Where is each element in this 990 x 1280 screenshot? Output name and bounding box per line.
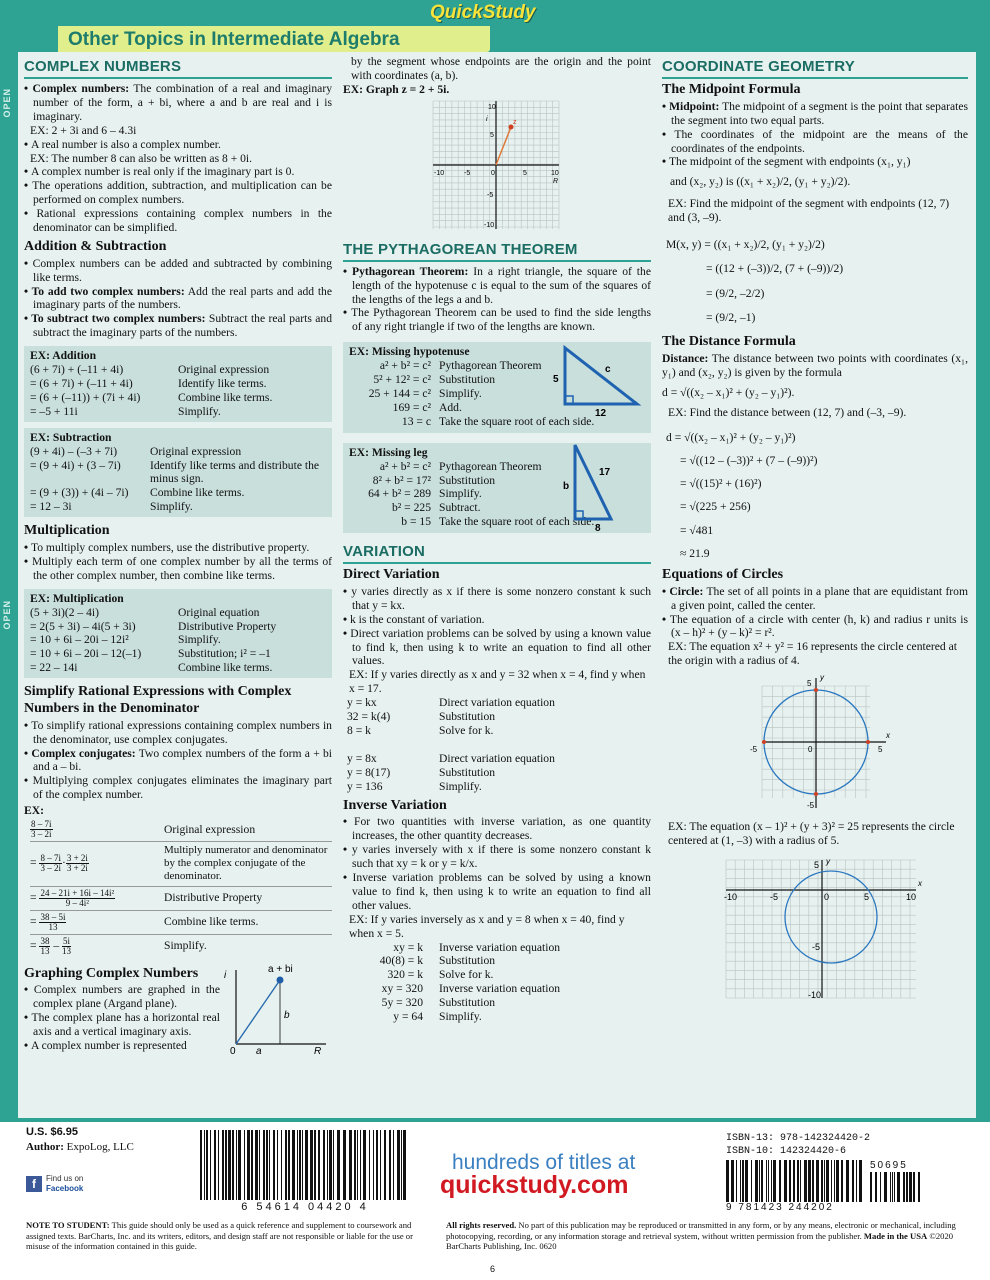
note-to-student: NOTE TO STUDENT: This guide should only be used as a quick reference and supplement to coursework and assigned texts. BarCharts, Inc. and its writers, editors, and design staff are not responsible or liable for the use or misuse of the information contained in this guide. <box>26 1220 413 1252</box>
tick-label: 10 <box>488 103 496 111</box>
subheading: The Distance Formula <box>662 334 796 350</box>
example: EX: The equation (x – 1)² + (y + 3)² = 25 represents the circle centered at (1, –3) with a radius of 5. <box>668 820 955 848</box>
facebook-link[interactable]: f Find us on Facebook <box>26 1174 83 1193</box>
bullet: • k is the constant of variation. <box>343 613 651 627</box>
tick-label: 0 <box>491 169 495 177</box>
svg-text:8: 8 <box>595 522 601 533</box>
bullet: • The equation of a circle with center (h, k) and radius r units is (x – h)² + (y – k)² = r². <box>662 613 968 641</box>
bullet: • A complex number is real only if the imaginary part is 0. <box>24 165 332 179</box>
column-3 <box>662 58 968 1000</box>
bullet: • Inverse variation problems can be solved by using a known value to find k, then using k to write an equation to find all other values. <box>343 871 651 913</box>
bullet: • y varies directly as x if there is some nonzero constant k such that y = kx. <box>343 585 651 613</box>
example: EX: The equation x² + y² = 16 represents the circle centered at the origin with a radius of 4. <box>668 640 957 668</box>
tick-label: 5 <box>864 892 870 903</box>
vector-segment <box>236 980 280 1044</box>
hypotenuse-triangle <box>545 344 645 416</box>
bullet: • To simplify rational expressions containing complex numbers in the denominator, use complex conjugates. <box>24 719 332 747</box>
upc-number: 6 54614 04420 4 <box>241 1201 369 1213</box>
argand-diagram <box>222 962 332 1054</box>
section-heading: THE PYTHAGOREAN THEOREM <box>343 241 651 262</box>
bullet: • Multiply each term of one complex number by all the terms of the other complex number, then combine like terms. <box>24 555 332 583</box>
price: U.S. $6.95 <box>26 1126 78 1138</box>
graph-example: EX: Graph z = 2 + 5i. <box>343 82 450 96</box>
subtraction-example: EX: Subtraction (9 + 4i) – (–3 + 7i) Original expression = (9 + 4i) + (3 – 7i) Identify like terms and distribute the minus sign. = (9 + (3)) + (4i – 7i) Combine like terms. = 12 – 3i Simplify. <box>24 428 332 517</box>
bullet: • The Pythagorean Theorem can be used to find the side lengths of any right triangle if two of the lengths are known. <box>343 306 651 334</box>
bullet: • To add two complex numbers: Add the real parts and add the imaginary parts of the numbers. <box>24 285 332 313</box>
graph-continued: by the segment whose endpoints are the origin and the point with coordinates (a, b). <box>351 55 651 82</box>
author: Author: ExpoLog, LLC <box>26 1141 134 1153</box>
bullet: • To multiply complex numbers, use the distributive property. <box>24 541 332 555</box>
axis-label: y <box>826 857 830 867</box>
svg-text:b: b <box>563 480 570 492</box>
distance-steps: d = √((x₂ – x₁)² + (y₂ – y₁)²) = √((12 – (–3))² + (7 – (–9))²) = √((15)² + (16)²) = √(225 + 256) = √481 ≈ 21.9 <box>666 430 818 560</box>
axis-label: x <box>918 879 922 889</box>
multiplication-example: EX: Multiplication (5 + 3i)(2 – 4i) Original equation = 2(5 + 3i) – 4i(5 + 3i) Distributive Property = 10 + 6i – 20i – 12i² Simplify. = 10 + 6i – 20i – 12(–1) Substitution; i² = –1 = 22 – 14i Combine like terms. <box>24 589 332 678</box>
example-title: EX: Subtraction <box>30 430 112 444</box>
example: EX: The number 8 can also be written as 8 + 0i. <box>30 151 253 165</box>
bullet: • Midpoint: The midpoint of a segment is the point that separates the segment into two equal parts. <box>662 100 968 128</box>
ean-number: 9 781423 244202 <box>726 1202 834 1213</box>
section-heading: COORDINATE GEOMETRY <box>662 58 968 79</box>
tick-label: -10 <box>434 169 445 177</box>
example-label: EX: <box>24 804 44 818</box>
section-heading: VARIATION <box>343 543 651 564</box>
bullet: • Multiplying complex conjugates eliminates the imaginary part of the complex number. <box>24 774 332 802</box>
bullet: • Circle: The set of all points in a plane that are equidistant from a given point, called the center. <box>662 585 968 613</box>
svg-text:5: 5 <box>553 374 559 386</box>
midpoint-steps: M(x, y) = ((x₁ + x₂)/2, (y₁ + y₂)/2) = ((12 + (–3))/2, (7 + (–9))/2) = (9/2, –2/2) = (9/2, –1) <box>666 238 844 325</box>
tick-label: -5 <box>750 745 758 755</box>
tick-label: 10 <box>906 892 917 903</box>
column-2 <box>343 55 651 1024</box>
subheading: Simplify Rational Expressions with Complex Numbers in the Denominator <box>24 684 292 716</box>
circle-graph-2 <box>662 852 968 1000</box>
bullet: • A real number is also a complex number. <box>24 138 332 152</box>
isbn-barcode <box>726 1160 866 1202</box>
example-title: EX: Addition <box>30 349 97 363</box>
bullet: • Complex numbers can be added and subtracted by combining like terms. <box>24 257 332 285</box>
tick-label: -5 <box>770 892 779 903</box>
side-tab-top: OPEN <box>2 88 12 118</box>
subheading: Direct Variation <box>343 567 440 583</box>
bullet: • Direct variation problems can be solved by using a known value to find k, then using k to write an equation to find all other values. <box>343 627 651 669</box>
tick-label: -10 <box>724 892 738 903</box>
z-label: z <box>513 118 517 126</box>
b-label: b <box>284 1009 290 1021</box>
example-title: EX: Multiplication <box>30 591 124 605</box>
hypotenuse-example: EX: Missing hypotenuse a² + b² = c² Pythagorean Theorem 5² + 12² = c² Substitution 25 + 144 = c² Simplify. 169 = c² Add. 13 = c Take the square root of each side. 5 12 c <box>343 342 651 432</box>
missing-leg-example: EX: Missing leg a² + b² = c² Pythagorean Theorem 8² + b² = 17² Substitution 64 + b² = 289 Simplify. b² = 225 Subtract. b = 15 Take the square root of each side. b 8 17 <box>343 443 651 533</box>
direct-steps: y = kx Direct variation equation 32 = k(4) Substitution 8 = k Solve for k. y = 8x Direct variation equation y = 8(17) Substitution y = 136 Simplify. <box>347 696 555 793</box>
origin-label: 0 <box>230 1045 236 1054</box>
a-label: a <box>256 1045 262 1054</box>
website-link[interactable]: quickstudy.com <box>440 1171 629 1199</box>
tick-label: 5 <box>807 679 812 689</box>
addition-example: EX: Addition (6 + 7i) + (–11 + 4i) Original expression = (6 + 7i) + (–11 + 4i) Identify like terms. = (6 + (–11)) + (7i + 4i) Combine like terms. = –5 + 11i Simplify. <box>24 346 332 422</box>
circle-graph-1 <box>662 670 968 812</box>
example: EX: If y varies inversely as x and y = 8 when x = 40, find y when x = 5. <box>349 912 625 940</box>
subheading: The Midpoint Formula <box>662 82 801 97</box>
inverse-steps: xy = k Inverse variation equation 40(8) = k Substitution 320 = k Solve for k. xy = 320 Inverse variation equation 5y = 320 Substitution y = 64 Simplify. <box>379 940 561 1024</box>
tagline: hundreds of titles at <box>452 1151 636 1174</box>
example-title: EX: Missing hypotenuse <box>349 345 470 359</box>
bullet: • Complex numbers are graphed in the complex plane (Argand plane). <box>24 983 220 1011</box>
svg-text:17: 17 <box>599 466 611 478</box>
bullet: • The operations addition, subtraction, and multiplication can be performed on complex numbers. <box>24 179 332 207</box>
bullet: • For two quantities with inverse variation, as one quantity increases, the other quantity decreases. <box>343 815 651 843</box>
axis-label: y <box>820 673 824 683</box>
addon-barcode <box>870 1172 920 1202</box>
example: EX: If y varies directly as x and y = 32 when x = 4, find y when x = 17. <box>349 668 646 696</box>
bullet: • Complex numbers: The combination of a real and imaginary number of the form, a + bi, where a and b are real and i is imaginary. <box>24 82 332 124</box>
tick-label: -5 <box>487 191 494 199</box>
facebook-icon: f <box>26 1176 42 1192</box>
complex-point <box>277 976 284 983</box>
svg-text:c: c <box>605 364 611 376</box>
tick-label: 5 <box>523 169 527 177</box>
bullet: • y varies inversely with x if there is some nonzero constant k such that xy = k or y = k/x. <box>343 843 651 871</box>
example: EX: Find the midpoint of the segment with endpoints (12, 7) and (3, –9). <box>668 197 950 225</box>
tick-label: 5 <box>814 860 820 871</box>
example-title: EX: Missing leg <box>349 445 428 459</box>
subheading: Graphing Complex Numbers <box>24 965 199 981</box>
grid-lines <box>726 860 916 1001</box>
tick-label: -10 <box>808 990 822 1001</box>
tick-label: 0 <box>824 892 830 903</box>
side-tab-bottom <box>2 1100 16 1120</box>
distance-definition: Distance: The distance between two points with coordinates (x₁, y₁) and (x₂, y₂) is given by the formula <box>662 352 968 380</box>
bullet: • The midpoint of the segment with endpoints (x₁, y₁) <box>662 155 968 169</box>
brand-logo: QuickStudy <box>430 2 536 23</box>
example: EX: 2 + 3i and 6 – 4.3i <box>30 123 137 137</box>
i-label: i <box>224 969 227 981</box>
complex-plane-graph <box>343 97 651 233</box>
distance-formula: d = √((x₂ – x₁)² + (y₂ – y₁)²). <box>662 386 795 400</box>
isbn-block: ISBN-13: 978-142324420-2 ISBN-10: 142324420-6 <box>726 1133 871 1157</box>
tick-label: 0 <box>808 745 813 755</box>
missing-leg-triangle <box>559 441 639 533</box>
section-heading: COMPLEX NUMBERS <box>24 58 332 79</box>
column-1 <box>24 58 332 1054</box>
tick-label: 5 <box>878 745 883 755</box>
axis-label: R <box>553 177 559 185</box>
complex-bullets <box>24 82 332 235</box>
side-tab-middle: OPEN <box>2 600 12 630</box>
tick-label: -5 <box>807 801 815 811</box>
tick-label: -10 <box>484 221 495 229</box>
axis-label: x <box>886 731 890 741</box>
bullet: • To subtract two complex numbers: Subtract the real parts and subtract the imaginary parts of the numbers. <box>24 312 332 340</box>
svg-text:12: 12 <box>595 408 607 417</box>
point-label: a + bi <box>268 963 293 975</box>
addon-number: 50695 <box>870 1160 908 1171</box>
midpoint-formula: and (x₂, y₂) is ((x₁ + x₂)/2, (y₁ + y₂)/2). <box>670 175 851 189</box>
bullet: • Pythagorean Theorem: In a right triangle, the square of the length of the hypotenuse c is equal to the sum of the squares of the lengths of the legs a and b. <box>343 265 651 307</box>
bullet: • A complex number is represented <box>24 1039 220 1053</box>
tick-label: -5 <box>464 169 471 177</box>
bullet: • The coordinates of the midpoint are the means of the coordinates of the endpoints. <box>662 128 968 156</box>
axis-label: i <box>486 115 488 123</box>
rights-notice: All rights reserved. No part of this publication may be reproduced or transmitted in any form, or by any means, electronic or mechanical, including photocopying, recording, or any information storage and retrieval system, without written permission from the publisher. Made in the USA ©2020 BarCharts Publishing, Inc. 0620 <box>446 1220 956 1252</box>
subheading: Equations of Circles <box>662 566 784 582</box>
bullet: • Rational expressions containing complex numbers in the denominator can be simplified. <box>24 207 332 235</box>
subheading: Inverse Variation <box>343 797 447 813</box>
subheading: Addition & Subtraction <box>24 238 167 254</box>
bullet: • The complex plane has a horizontal real axis and a vertical imaginary axis. <box>24 1011 220 1039</box>
page-title: Other Topics in Intermediate Algebra <box>68 29 400 50</box>
tick-label: 5 <box>490 131 494 139</box>
upc-barcode <box>200 1130 410 1200</box>
example: EX: Find the distance between (12, 7) and (–3, –9). <box>668 405 907 419</box>
title-bar <box>58 26 490 52</box>
tick-label: -5 <box>812 942 821 953</box>
subheading: Multiplication <box>24 523 110 539</box>
rational-steps: $\frac{8 - 7i}{3 - 2i}$ Original expression = $\frac{8 - 7i}{3 - 2i}$ · $\frac{3 + 2i}{3 + 2i}$ Multiply numerator and denominator by the complex conjugate of the denominator. = $\frac{\text{24 – 21i + 16i – 14i²}}{\text{9 – 4i²}}$ Distributive Property = $\frac{38 - 5i}{13}$ Combine like terms. = $\frac{38}{13}$ – $\frac{5i}{13}$ Simplify. <box>24 818 332 958</box>
page-number: 6 <box>490 1264 496 1274</box>
circle-2 <box>785 871 877 963</box>
tick-label: 10 <box>551 169 559 177</box>
bullet: • Complex conjugates: Two complex numbers of the form a + bi and a – bi. <box>24 747 332 775</box>
R-label: R <box>314 1045 322 1054</box>
